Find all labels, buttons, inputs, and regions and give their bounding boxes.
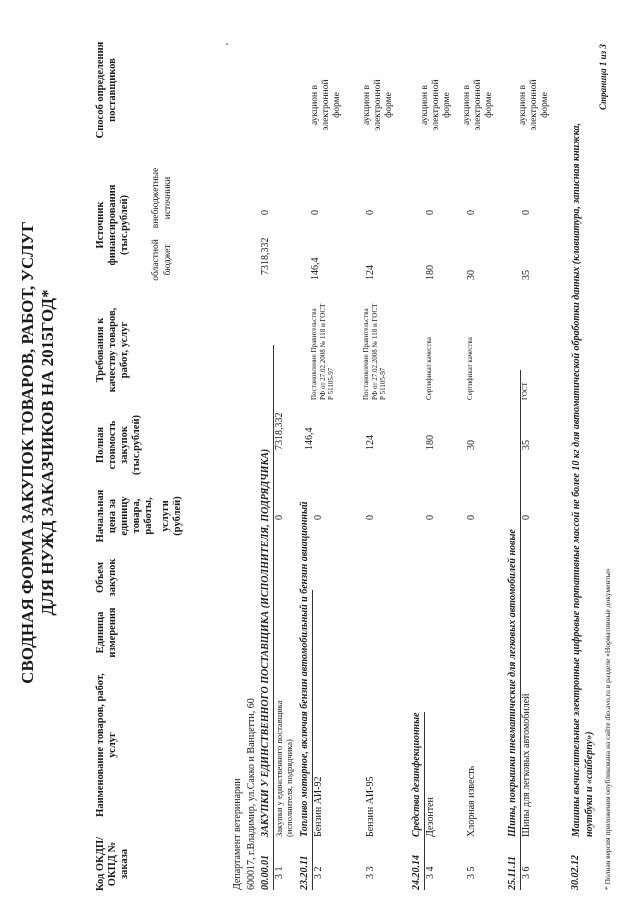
row-regional: 180 [425, 265, 436, 280]
separator-mark: ' [225, 43, 236, 45]
row-total: 7318,332 [274, 412, 285, 450]
header-price: Начальная цена за единицу товара, работы, [95, 489, 154, 543]
row-price: 0 [466, 515, 477, 520]
row-price: 0 [274, 515, 285, 520]
row-price: 0 [365, 515, 376, 520]
row-name: Дезонтен [425, 797, 436, 837]
section-title: Средства дезинфекционные [411, 712, 422, 837]
row-regional: 146,4 [310, 257, 321, 280]
row-number: 3 4 [425, 866, 436, 879]
section-title: ЗАКУПКИ У ЕДИНСТВЕННОГО ПОСТАВЩИКА (ИСПОЛНИТЕЛЯ, ПОДРЯДЧИКА) [260, 448, 271, 837]
header-source: Источник финансирования (тыс.рублей) [95, 184, 130, 266]
section-title: Шины, покрышки пневматические для легковых автомобилей новые [507, 529, 518, 837]
header-requirements: Требования к качеству товаров, работ, услуг [95, 307, 130, 393]
row-requirements: Постановление Правительства РФ от 27.02.2008 № 118 и ГОСТ Р 51105-97 [362, 303, 387, 400]
row-number: 3 2 [313, 866, 324, 879]
row-number: 3 6 [521, 866, 532, 879]
row-price: 0 [521, 515, 532, 520]
department-name: Департамент ветеринарии [232, 778, 243, 890]
section-underline [312, 590, 313, 890]
row-method: аукцион в электронной форме [420, 79, 452, 131]
row-method: аукцион в электронной форме [462, 79, 494, 131]
section-code: 25.11.11 [507, 856, 518, 890]
row-extra: 0 [365, 210, 376, 215]
section-title: Топливо моторное, включая бензин автомобильный и бензин авиационный [299, 501, 310, 837]
row-extra: 0 [425, 210, 436, 215]
row-regional: 124 [365, 265, 376, 280]
header-source-regional: областной бюджет [151, 239, 173, 281]
header-price-sub: услуги (рублей) [160, 496, 183, 536]
row-name: Шины для легковых автомобилей [521, 693, 532, 837]
row-name: Бензин АИ-95 [365, 776, 376, 837]
row-extra: 0 [521, 210, 532, 215]
footnote: * Полная версия приложения опубликована на сайте dio.avo.ru в разделе «Нормативные документы» [603, 568, 612, 890]
row-requirements: Сертификат качества [425, 337, 433, 400]
section-code: 24.20.14 [411, 855, 422, 890]
row-price: 0 [425, 515, 436, 520]
row-price: 0 [313, 515, 324, 520]
header-source-extra: внебюджетные источники [151, 167, 173, 229]
row-number: 3 1 [274, 866, 285, 879]
document-title-line2: ДЛЯ НУЖД ЗАКАЗЧИКОВ НА 2015ГОД* [38, 289, 57, 616]
department-address: 600017, г.Владимир, ул.Сакко и Ванцетти, 60 [246, 698, 257, 890]
row-requirements: Сертификат качества [466, 337, 474, 400]
header-total: Полная стоимость закупок (тыс.рублей) [95, 414, 142, 476]
row-total: 180 [425, 435, 436, 450]
header-unit: Единица измерения [95, 607, 118, 658]
row-regional: 7318,332 [260, 237, 271, 275]
row-method: аукцион в электронной форме [362, 79, 394, 131]
header-code: Код ОКДП/ ОКПД № заказа [95, 836, 130, 892]
row-total: 30 [466, 440, 477, 450]
row-name: Хлорная известь [466, 765, 477, 837]
row-regional: 30 [466, 270, 477, 280]
row-requirements: ГОСТ [521, 382, 529, 400]
header-method: Способ определения поставщиков [95, 41, 118, 139]
row-extra: 0 [260, 210, 271, 215]
row-total: 35 [521, 440, 532, 450]
row-method: аукцион в электронной форме [310, 79, 342, 131]
row-requirements: Постановление Правительства РФ от 27.02.2008 № 118 и ГОСТ Р 51105-97 [310, 303, 335, 400]
row-regional: 35 [521, 270, 532, 280]
row-extra: 0 [310, 210, 321, 215]
section-code: 00.00.01 [260, 855, 271, 890]
section-code: 23.20.11 [299, 855, 310, 890]
row-name: Закупки у единственного поставщика (исполнителя, подрядчика) [274, 700, 294, 837]
header-volume: Объем закупок [95, 558, 118, 597]
section-code: 30.02.12 [570, 855, 581, 890]
page-indicator: Страница 1 из 3 [598, 44, 608, 110]
section-title: Машины вычислительные электронные цифровые портативные массой не более 10 кг для автоматической обработки данных (клавиатура, записная книжка, ноутбуки и «сайберпу») [571, 122, 595, 837]
header-name: Наименование товаров, работ, услуг [95, 673, 118, 817]
row-name: Бензин АИ-92 [313, 776, 324, 837]
row-number: 3 5 [466, 866, 477, 879]
row-number: 3 3 [365, 866, 376, 879]
document-title-line1: СВОДНАЯ ФОРМА ЗАКУПОК ТОВАРОВ, РАБОТ, УСЛУГ [18, 221, 37, 684]
row-extra: 0 [466, 210, 477, 215]
row-total: 146,4 [304, 427, 315, 450]
row-method: аукцион в электронной форме [518, 79, 550, 131]
row-total: 124 [365, 435, 376, 450]
